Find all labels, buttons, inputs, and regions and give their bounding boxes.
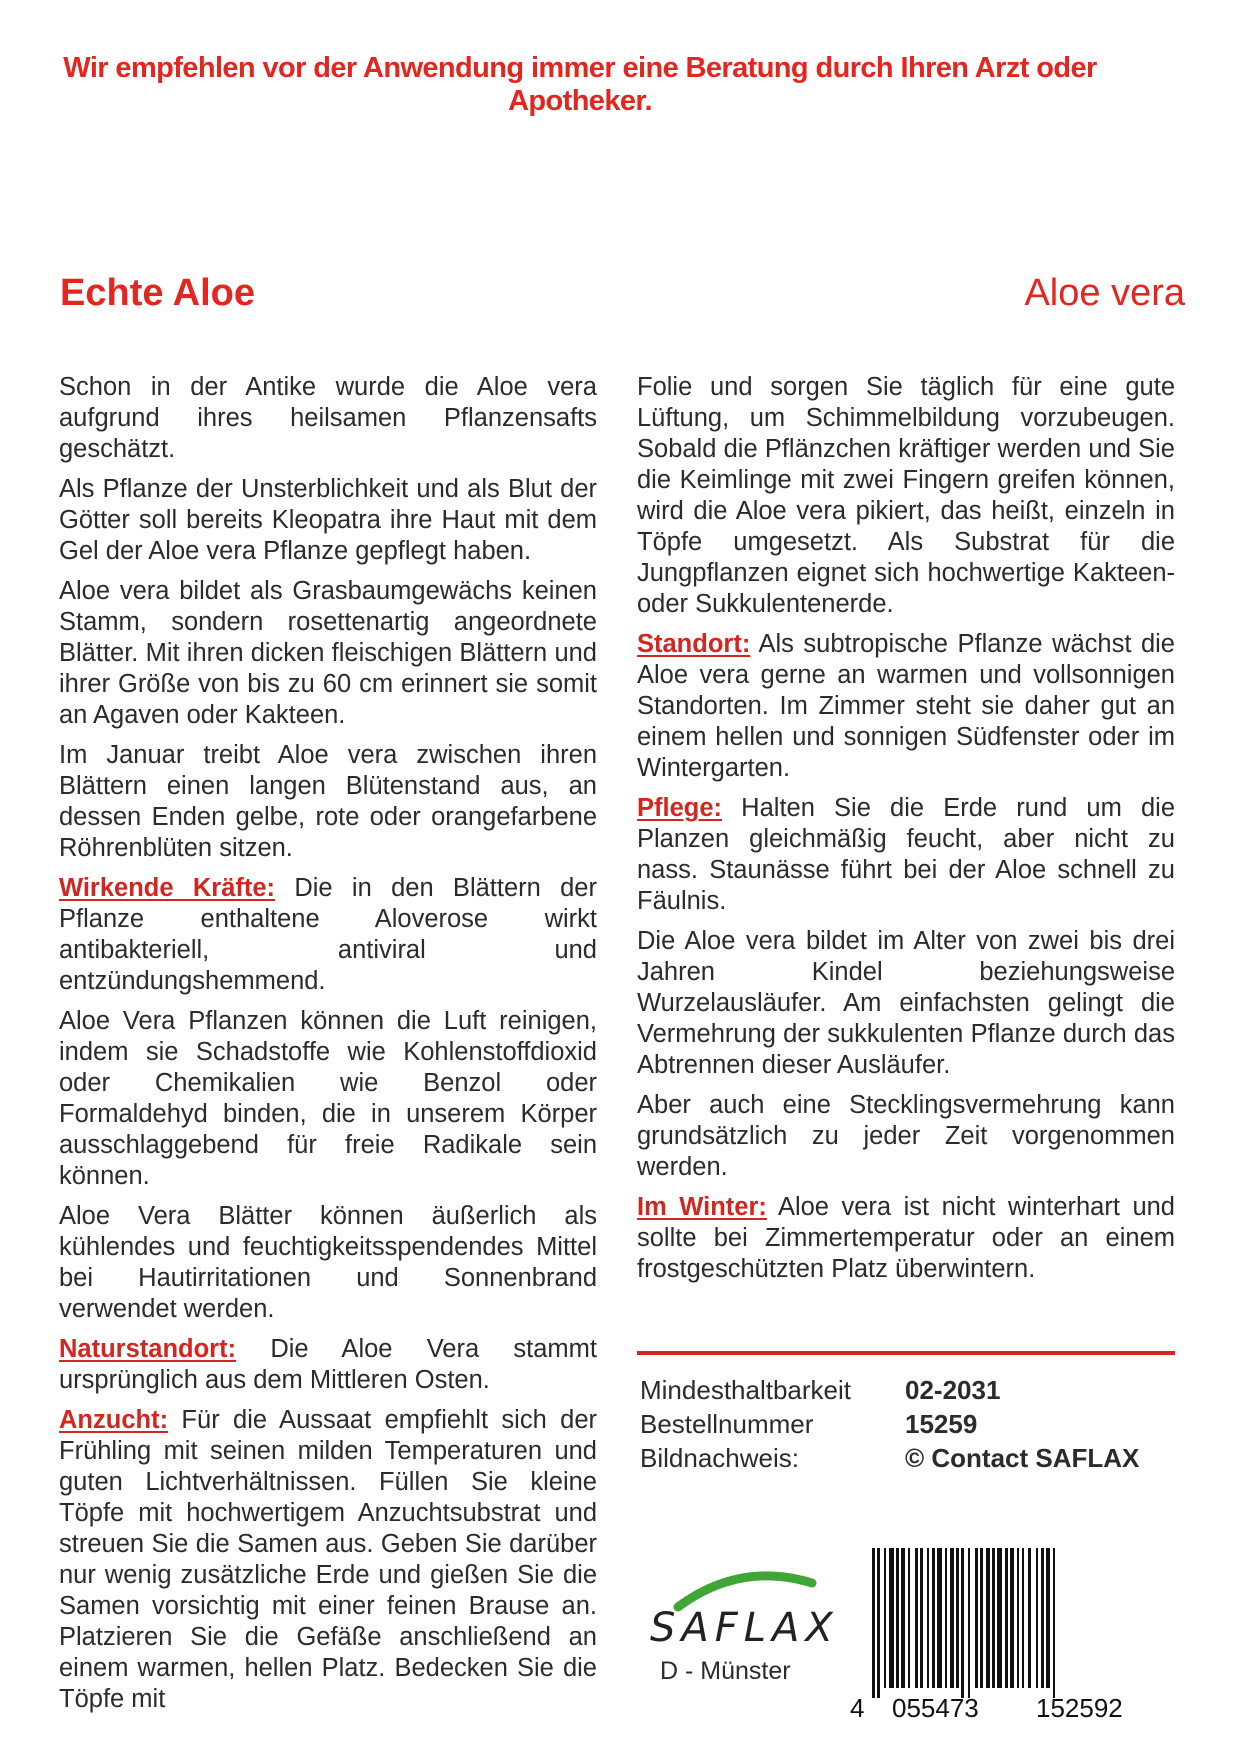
section-text: Als subtropische Pflanze wächst die Aloe vera gerne an warmen und vollsonnigen Standorten. Im Zimmer steht sie daher gut an einem hellen und sonnigen Südfenster oder im Wintergarten. (637, 630, 1175, 782)
paragraph: Schon in der Antike wurde die Aloe vera aufgrund ihres heilsamen Pflanzensafts geschätzt. (59, 373, 597, 463)
barcode-digits-right: 152592 (1036, 1693, 1123, 1723)
right-column (637, 372, 1175, 1294)
divider-line (637, 1351, 1175, 1355)
info-row-image-credit (640, 1441, 1139, 1475)
section-wirkende-kraefte (59, 873, 597, 997)
section-standort (637, 629, 1175, 784)
info-label: Bildnachweis: (640, 1443, 799, 1473)
paragraph: Aloe Vera Blätter können äußerlich als kühlendes und feuchtigkeitsspendendes Mittel bei Hautirritationen und Sonnenbrand verwendet werden. (59, 1202, 597, 1323)
ean-barcode (850, 1548, 1170, 1723)
section-text: Halten Sie die Erde rund um die Planzen gleichmäßig feucht, aber nicht zu nass. Staunässe führt bei der Aloe schnell zu Fäulnis. (637, 794, 1175, 915)
section-heading: Wirkende Kräfte: (59, 874, 276, 902)
section-pflege (637, 793, 1175, 917)
section-heading: Pflege: (637, 794, 723, 822)
section-im-winter (637, 1192, 1175, 1285)
saflax-logo (640, 1565, 840, 1705)
paragraph: Folie und sorgen Sie täglich für eine gute Lüftung, um Schimmelbildung vorzubeugen. Sobald die Pflänzchen kräftiger werden und Sie die Keimlinge mit zwei Fingern greifen können, wird die Aloe vera pikiert, das heißt, einzeln in Töpfe umgesetzt. Als Substrat für die Jungpflanzen eignet sich hochwertige Kakteen- oder Sukkulentenerde. (637, 373, 1175, 618)
section-text: Aloe vera ist nicht winterhart und sollte bei Zimmertemperatur oder an einem frostgeschützten Platz überwintern. (637, 1193, 1175, 1283)
section-naturstandort (59, 1334, 597, 1396)
info-value: © Contact SAFLAX (905, 1443, 1140, 1473)
section-heading: Im Winter: (637, 1193, 767, 1221)
info-value: 15259 (905, 1409, 978, 1439)
warning-notice: Wir empfehlen vor der Anwendung immer eine Beratung durch Ihren Arzt oder Apotheker. (63, 52, 1097, 117)
barcode-bars-icon (872, 1548, 1168, 1698)
info-row-order-number (640, 1407, 1139, 1441)
section-text: Für die Aussaat empfiehlt sich der Frühling mit seinen milden Temperaturen und guten Lichtverhältnissen. Füllen Sie kleine Töpfe mit hochwertigem Anzuchtsubstrat und streuen Sie die Samen aus. Geben Sie darüber nur wenig zusätzliche Erde und gießen Sie die Samen vorsichtig mit einer feinen Brause an. Platzieren Sie die Gefäße anschließend an einem warmen, hellen Platz. Bedecken Sie die Töpfe mit (59, 1406, 597, 1713)
barcode-digit-first: 4 (850, 1693, 865, 1723)
left-column (59, 372, 597, 1724)
info-value: 02-2031 (905, 1375, 1001, 1405)
paragraph: Aloe Vera Pflanzen können die Luft reinigen, indem sie Schadstoffe wie Kohlenstoffdioxid oder Chemikalien wie Benzol oder Formaldehyd binden, die in unserem Körper ausschlaggebend für freie Radikale sein können. (59, 1007, 597, 1190)
plant-latin-name: Aloe vera (1024, 272, 1185, 314)
info-label: Mindesthaltbarkeit (640, 1375, 851, 1405)
logo-wordmark: SAFLAX (650, 1605, 839, 1651)
product-info-table (640, 1373, 1139, 1475)
paragraph: Im Januar treibt Aloe vera zwischen ihren Blättern einen langen Blütenstand aus, an dessen Enden gelbe, rote oder orangefarbene Röhrenblüten sitzen. (59, 741, 597, 862)
info-label: Bestellnummer (640, 1409, 814, 1439)
paragraph: Als Pflanze der Unsterblichkeit und als Blut der Götter soll bereits Kleopatra ihre Haut mit dem Gel der Aloe vera Pflanze gepflegt haben. (59, 475, 597, 565)
paragraph: Die Aloe vera bildet im Alter von zwei bis drei Jahren Kindel beziehungsweise Wurzelausläufer. Am einfachsten gelingt die Vermehrung der sukkulenten Pflanze durch das Abtrennen dieser Ausläufer. (637, 927, 1175, 1079)
section-text: Die Aloe Vera stammt ursprünglich aus dem Mittleren Osten. (59, 1335, 597, 1394)
logo-city: D - Münster (660, 1657, 791, 1685)
section-anzucht (59, 1405, 597, 1715)
paragraph: Aloe vera bildet als Grasbaumgewächs keinen Stamm, sondern rosettenartig angeordnete Blätter. Mit ihren dicken fleischigen Blättern und ihrer Größe von bis zu 60 cm erinnert sie somit an Agaven oder Kakteen. (59, 577, 597, 729)
section-heading: Naturstandort: (59, 1335, 237, 1363)
info-row-best-before (640, 1373, 1139, 1407)
paragraph: Aber auch eine Stecklingsvermehrung kann grundsätzlich zu jeder Zeit vorgenommen werden. (637, 1091, 1175, 1181)
section-text: Die in den Blättern der Pflanze enthaltene Aloverose wirkt antibakteriell, antiviral und entzündungshemmend. (59, 874, 597, 995)
plant-common-name: Echte Aloe (60, 272, 255, 314)
section-heading: Anzucht: (59, 1406, 169, 1434)
section-heading: Standort: (637, 630, 751, 658)
barcode-digits-left: 055473 (892, 1693, 979, 1723)
